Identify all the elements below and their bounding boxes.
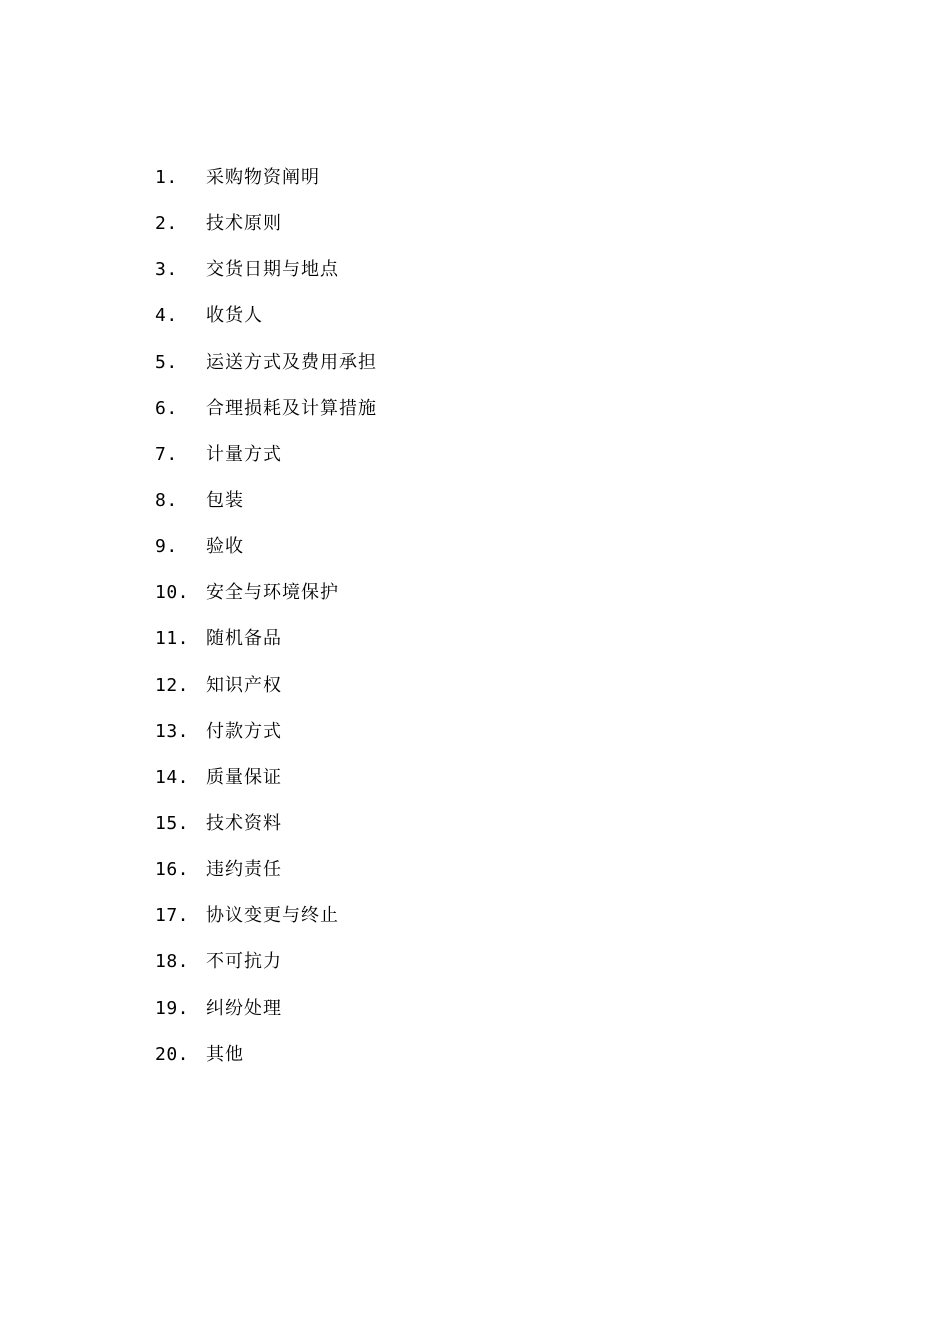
item-label: 不可抗力 <box>206 951 282 973</box>
list-item <box>155 570 377 616</box>
item-number: 8. <box>155 490 178 512</box>
list-item <box>155 709 377 755</box>
item-number: 3. <box>155 259 178 281</box>
item-number: 16. <box>155 859 190 881</box>
list-item <box>155 801 377 847</box>
item-number: 4. <box>155 305 178 327</box>
item-number: 10. <box>155 582 190 604</box>
item-label: 包装 <box>206 490 244 512</box>
item-number: 14. <box>155 766 190 788</box>
item-label: 纠纷处理 <box>206 997 282 1019</box>
item-label: 违约责任 <box>206 859 282 881</box>
list-item <box>155 386 377 432</box>
list-item <box>155 939 377 985</box>
list-item <box>155 340 377 386</box>
item-number: 19. <box>155 997 190 1019</box>
item-label: 质量保证 <box>206 766 282 788</box>
list-item <box>155 663 377 709</box>
list-item <box>155 1032 377 1078</box>
item-label: 协议变更与终止 <box>206 905 339 927</box>
item-number: 17. <box>155 905 190 927</box>
item-number: 1. <box>155 167 178 189</box>
item-number: 7. <box>155 443 178 465</box>
list-item <box>155 155 377 201</box>
item-number: 15. <box>155 813 190 835</box>
item-number: 20. <box>155 1043 190 1065</box>
item-label: 交货日期与地点 <box>206 259 339 281</box>
item-label: 运送方式及费用承担 <box>206 351 377 373</box>
list-item <box>155 201 377 247</box>
item-number: 18. <box>155 951 190 973</box>
item-label: 其他 <box>206 1043 244 1065</box>
list-item <box>155 755 377 801</box>
item-label: 验收 <box>206 536 244 558</box>
item-label: 技术资料 <box>206 813 282 835</box>
item-number: 12. <box>155 674 190 696</box>
item-label: 随机备品 <box>206 628 282 650</box>
list-item <box>155 432 377 478</box>
item-label: 采购物资阐明 <box>206 167 320 189</box>
item-number: 13. <box>155 720 190 742</box>
item-number: 6. <box>155 397 178 419</box>
table-of-contents <box>155 155 377 1078</box>
item-number: 9. <box>155 536 178 558</box>
list-item <box>155 847 377 893</box>
item-number: 2. <box>155 213 178 235</box>
item-number: 11. <box>155 628 190 650</box>
list-item <box>155 893 377 939</box>
item-number: 5. <box>155 351 178 373</box>
list-item <box>155 247 377 293</box>
item-label: 安全与环境保护 <box>206 582 339 604</box>
item-label: 技术原则 <box>206 213 282 235</box>
list-item <box>155 986 377 1032</box>
item-label: 收货人 <box>206 305 263 327</box>
list-item <box>155 616 377 662</box>
item-label: 合理损耗及计算措施 <box>206 397 377 419</box>
item-label: 知识产权 <box>206 674 282 696</box>
item-label: 计量方式 <box>206 443 282 465</box>
list-item <box>155 524 377 570</box>
list-item <box>155 478 377 524</box>
item-label: 付款方式 <box>206 720 282 742</box>
list-item <box>155 293 377 339</box>
